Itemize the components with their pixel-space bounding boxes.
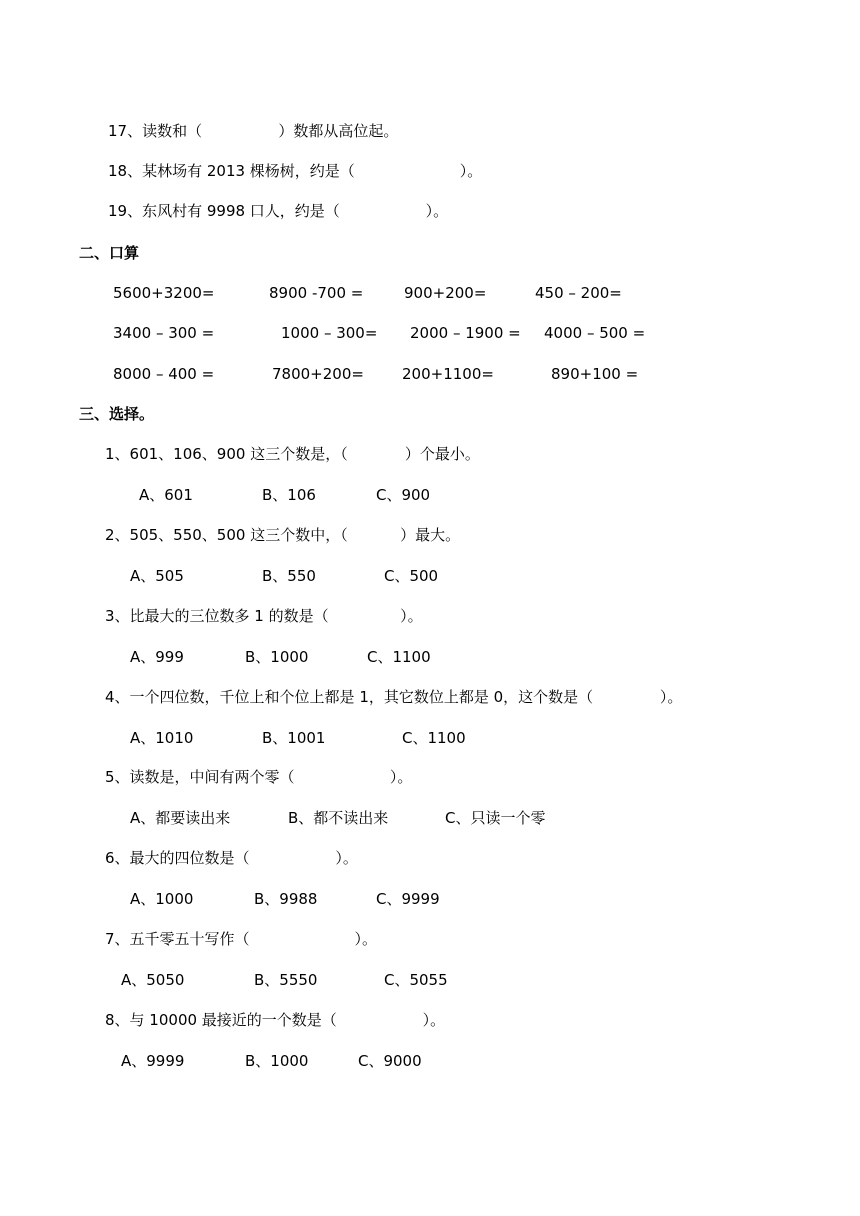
choice-option: A、1010 xyxy=(130,729,194,747)
oral-problem: 8000 – 400 = xyxy=(113,365,215,383)
choice-question: 8、与 10000 最接近的一个数是（ ）。 xyxy=(105,1011,446,1029)
oral-problem: 2000 – 1900 = xyxy=(410,324,521,342)
oral-problem: 3400 – 300 = xyxy=(113,324,215,342)
oral-row xyxy=(0,364,760,384)
choice-option: C、500 xyxy=(384,567,439,585)
oral-problem: 7800+200= xyxy=(272,365,364,383)
oral-problem: 450 – 200= xyxy=(535,284,622,302)
choice-option: B、1001 xyxy=(262,729,326,747)
choice-option: B、都不读出来 xyxy=(288,809,389,827)
choice-options xyxy=(0,889,760,909)
choice-options xyxy=(0,808,760,828)
oral-problem: 200+1100= xyxy=(402,365,494,383)
choice-question: 7、五千零五十写作（ ）。 xyxy=(105,930,377,948)
oral-row xyxy=(0,283,760,303)
fill-blank-item: 17、读数和（ ）数都从高位起。 xyxy=(108,122,399,140)
choice-option: C、只读一个零 xyxy=(445,809,546,827)
oral-row xyxy=(0,323,760,343)
choice-option: A、5050 xyxy=(121,971,185,989)
oral-problem: 4000 – 500 = xyxy=(544,324,646,342)
choice-option: A、9999 xyxy=(121,1052,185,1070)
choice-option: C、9999 xyxy=(376,890,440,908)
choice-options xyxy=(0,1051,760,1071)
choice-question: 5、读数是，中间有两个零（ ）。 xyxy=(105,768,413,786)
section-heading-oral: 二、口算 xyxy=(79,244,140,262)
choice-question: 4、一个四位数，千位上和个位上都是 1，其它数位上都是 0，这个数是（ ）。 xyxy=(105,688,683,706)
choice-option: C、900 xyxy=(376,486,431,504)
choice-option: B、106 xyxy=(262,486,316,504)
choice-option: A、505 xyxy=(130,567,184,585)
choice-option: C、1100 xyxy=(402,729,466,747)
choice-question: 6、最大的四位数是（ ）。 xyxy=(105,849,358,867)
fill-blank-item: 19、东风村有 9998 口人，约是（ ）。 xyxy=(108,202,449,220)
section-heading-choice: 三、选择。 xyxy=(79,405,155,423)
choice-option: C、1100 xyxy=(367,648,431,666)
oral-problem: 900+200= xyxy=(404,284,487,302)
choice-option: B、1000 xyxy=(245,648,309,666)
choice-option: A、601 xyxy=(139,486,193,504)
choice-option: B、9988 xyxy=(254,890,318,908)
choice-options xyxy=(0,566,760,586)
choice-option: A、都要读出来 xyxy=(130,809,231,827)
choice-option: A、999 xyxy=(130,648,184,666)
oral-problem: 8900 -700 = xyxy=(269,284,364,302)
choice-question: 3、比最大的三位数多 1 的数是（ ）。 xyxy=(105,607,423,625)
choice-options xyxy=(0,485,760,505)
oral-problem: 5600+3200= xyxy=(113,284,215,302)
fill-blank-item: 18、某林场有 2013 棵杨树，约是（ ）。 xyxy=(108,162,483,180)
oral-problem: 1000 – 300= xyxy=(281,324,378,342)
choice-options xyxy=(0,647,760,667)
oral-problem: 890+100 = xyxy=(551,365,639,383)
choice-options xyxy=(0,728,760,748)
choice-option: B、1000 xyxy=(245,1052,309,1070)
choice-option: C、5055 xyxy=(384,971,448,989)
choice-option: A、1000 xyxy=(130,890,194,908)
choice-question: 2、505、550、500 这三个数中，（ ）最大。 xyxy=(105,526,461,544)
choice-option: B、5550 xyxy=(254,971,318,989)
choice-option: B、550 xyxy=(262,567,316,585)
choice-question: 1、601、106、900 这三个数是，（ ）个最小。 xyxy=(105,445,480,463)
choice-options xyxy=(0,970,760,990)
choice-option: C、9000 xyxy=(358,1052,422,1070)
